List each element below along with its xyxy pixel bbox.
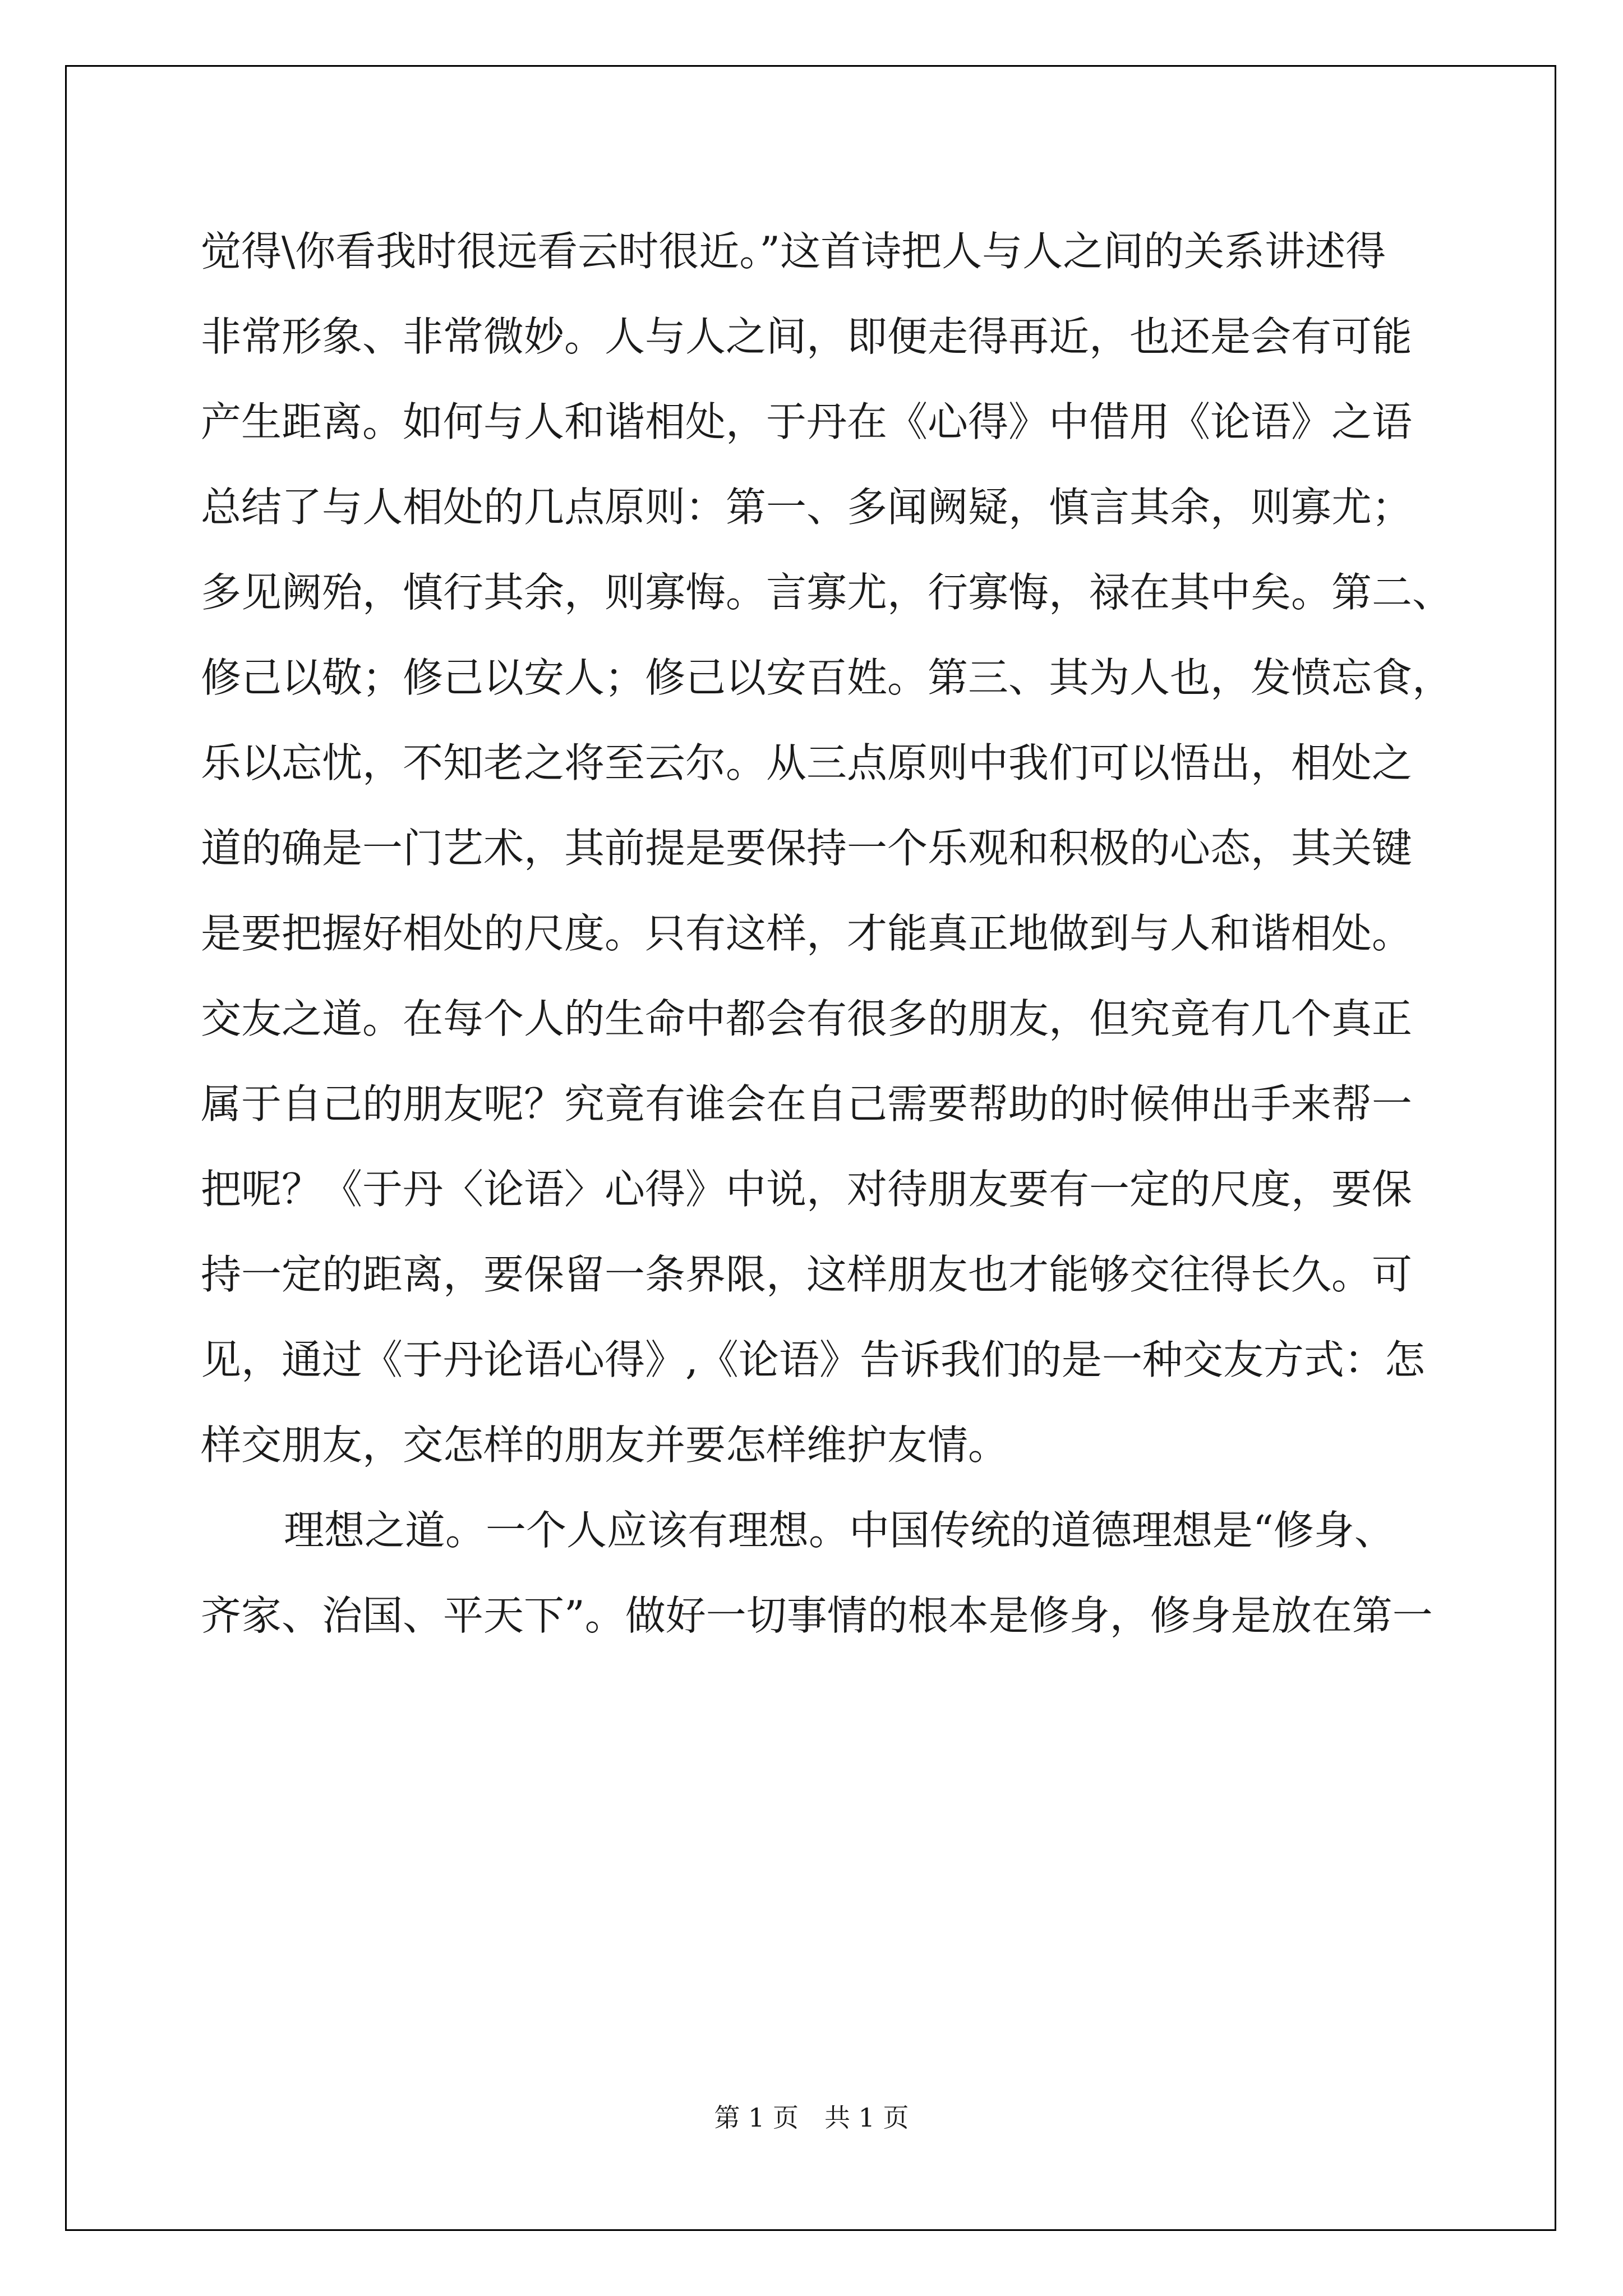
text-line: 道的确是一门艺术，其前提是要保持一个乐观和积极的心态，其关键 bbox=[201, 825, 1413, 872]
document-body bbox=[201, 209, 1457, 1658]
text-line: 修己以敬；修己以安人；修己以安百姓。第三、其为人也，发愤忘食， bbox=[201, 654, 1453, 701]
text-line: 多见阙殆，慎行其余，则寡悔。言寡尤，行寡悔，禄在其中矣。第二、 bbox=[201, 569, 1453, 616]
page-footer: 第 1 页 共 1 页 bbox=[714, 2102, 909, 2133]
text-line: 把呢？《于丹〈论语〉心得》中说，对待朋友要有一定的尺度，要保 bbox=[201, 1166, 1413, 1213]
text-line: 属于自己的朋友呢？究竟有谁会在自己需要帮助的时候伸出手来帮一 bbox=[201, 1080, 1413, 1128]
text-line: 非常形象、非常微妙。人与人之间，即便走得再近，也还是会有可能 bbox=[201, 313, 1413, 360]
text-line: 乐以忘忧，不知老之将至云尔。从三点原则中我们可以悟出，相处之 bbox=[201, 739, 1413, 786]
text-line: 持一定的距离，要保留一条界限，这样朋友也才能够交往得长久。可 bbox=[201, 1251, 1413, 1298]
paragraph-start-line: 理想之道。一个人应该有理想。中国传统的道德理想是“修身、 bbox=[284, 1507, 1395, 1554]
text-line: 交友之道。在每个人的生命中都会有很多的朋友，但究竟有几个真正 bbox=[201, 995, 1413, 1042]
text-line: 是要把握好相处的尺度。只有这样，才能真正地做到与人和谐相处。 bbox=[201, 910, 1413, 957]
text-line: 产生距离。如何与人和谐相处，于丹在《心得》中借用《论语》之语 bbox=[201, 398, 1413, 445]
text-line: 样交朋友，交怎样的朋友并要怎样维护友情。 bbox=[201, 1421, 1009, 1469]
text-line: 齐家、治国、平天下”。做好一切事情的根本是修身，修身是放在第一 bbox=[201, 1592, 1433, 1639]
text-line: 觉得\你看我时很远看云时很近。”这首诗把人与人之间的关系讲述得 bbox=[201, 228, 1386, 275]
text-line: 见，通过《于丹论语心得》,《论语》告诉我们的是一种交友方式：怎 bbox=[201, 1336, 1425, 1383]
text-line: 总结了与人相处的几点原则：第一、多闻阙疑，慎言其余，则寡尤； bbox=[201, 484, 1413, 531]
